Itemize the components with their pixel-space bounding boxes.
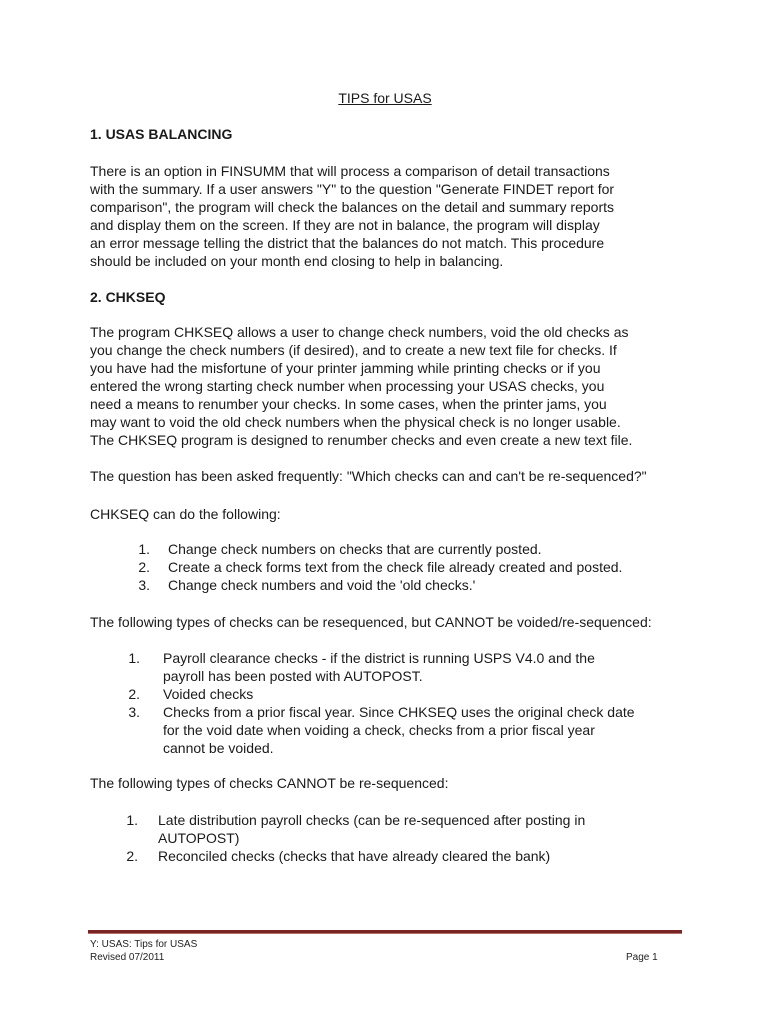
list-number: 2.: [128, 686, 140, 702]
list-text: Change check numbers on checks that are currently posted.: [168, 541, 542, 557]
can-do-list: [130, 540, 690, 594]
list-item: [130, 576, 690, 594]
list-text: cannot be voided.: [163, 740, 274, 756]
list-number: 1.: [138, 541, 150, 557]
text-line: with the summary. If a user answers "Y" to the question "Generate FINDET report for: [90, 181, 615, 197]
list-number: 3.: [128, 704, 140, 720]
list-text: Create a check forms text from the check file already created and posted.: [168, 559, 623, 575]
list-item: [130, 540, 690, 558]
list-item: [120, 847, 695, 865]
text-line: need a means to renumber your checks. In some cases, when the printer jams, you: [90, 396, 607, 412]
paragraph-chkseq: [90, 323, 690, 449]
resequence-intro: The following types of checks can be resequenced, but CANNOT be voided/re-sequenced:: [90, 614, 652, 630]
text-line: and display them on the screen. If they are not in balance, the program will display: [90, 217, 600, 233]
can-do-intro: CHKSEQ can do the following:: [90, 506, 281, 522]
list-number: 1.: [126, 812, 138, 828]
page-number: Page 1: [626, 952, 658, 963]
list-text: Voided checks: [163, 686, 254, 702]
cannot-intro: The following types of checks CANNOT be re-sequenced:: [90, 775, 449, 791]
footer-doc-path: Y: USAS: Tips for USAS: [90, 939, 198, 950]
list-item: [125, 649, 695, 685]
list-number: 1.: [128, 650, 140, 666]
cannot-list: [120, 811, 695, 865]
resequence-list: [125, 649, 695, 757]
text-line: an error message telling the district that the balances do not match. This procedure: [90, 235, 605, 251]
list-text: for the void date when voiding a check, checks from a prior fiscal year: [163, 722, 595, 738]
list-item: [130, 558, 690, 576]
text-line: The CHKSEQ program is designed to renumber checks and even create a new text file.: [90, 432, 633, 448]
question-text: The question has been asked frequently: "Which checks can and can't be re-sequenced?": [90, 468, 647, 484]
list-text: Payroll clearance checks - if the district is running USPS V4.0 and the: [163, 650, 595, 666]
list-text: Late distribution payroll checks (can be re-sequenced after posting in: [158, 812, 586, 828]
text-line: should be included on your month end closing to help in balancing.: [90, 253, 504, 269]
paragraph-usas-balancing: [90, 162, 690, 270]
text-line: The program CHKSEQ allows a user to change check numbers, void the old checks as: [90, 324, 629, 340]
footer-divider: [88, 930, 682, 934]
list-text: Checks from a prior fiscal year. Since CHKSEQ uses the original check date: [163, 704, 635, 720]
text-line: entered the wrong starting check number when processing your USAS checks, you: [90, 378, 605, 394]
list-text: Change check numbers and void the 'old checks.': [168, 577, 476, 593]
list-item: [125, 685, 695, 703]
list-text: AUTOPOST): [158, 830, 240, 846]
list-number: 2.: [138, 559, 150, 575]
text-line: There is an option in FINSUMM that will process a comparison of detail transactions: [90, 163, 610, 179]
text-line: you have had the misfortune of your printer jamming while printing checks or if you: [90, 360, 601, 376]
section-heading-usas-balancing: 1. USAS BALANCING: [90, 126, 233, 142]
list-number: 2.: [126, 848, 138, 864]
text-line: comparison", the program will check the balances on the detail and summary reports: [90, 199, 615, 215]
list-text: Reconciled checks (checks that have already cleared the bank): [158, 848, 551, 864]
list-number: 3.: [138, 577, 150, 593]
list-item: [120, 811, 695, 847]
page-title: TIPS for USAS: [338, 90, 432, 106]
text-line: may want to void the old check numbers when the physical check is no longer usable.: [90, 414, 621, 430]
section-heading-chkseq: 2. CHKSEQ: [90, 289, 166, 305]
list-text: payroll has been posted with AUTOPOST.: [163, 668, 423, 684]
list-item: [125, 703, 695, 757]
footer-revised-date: Revised 07/2011: [90, 952, 165, 963]
text-line: you change the check numbers (if desired), and to create a new text file for checks. If: [90, 342, 617, 358]
